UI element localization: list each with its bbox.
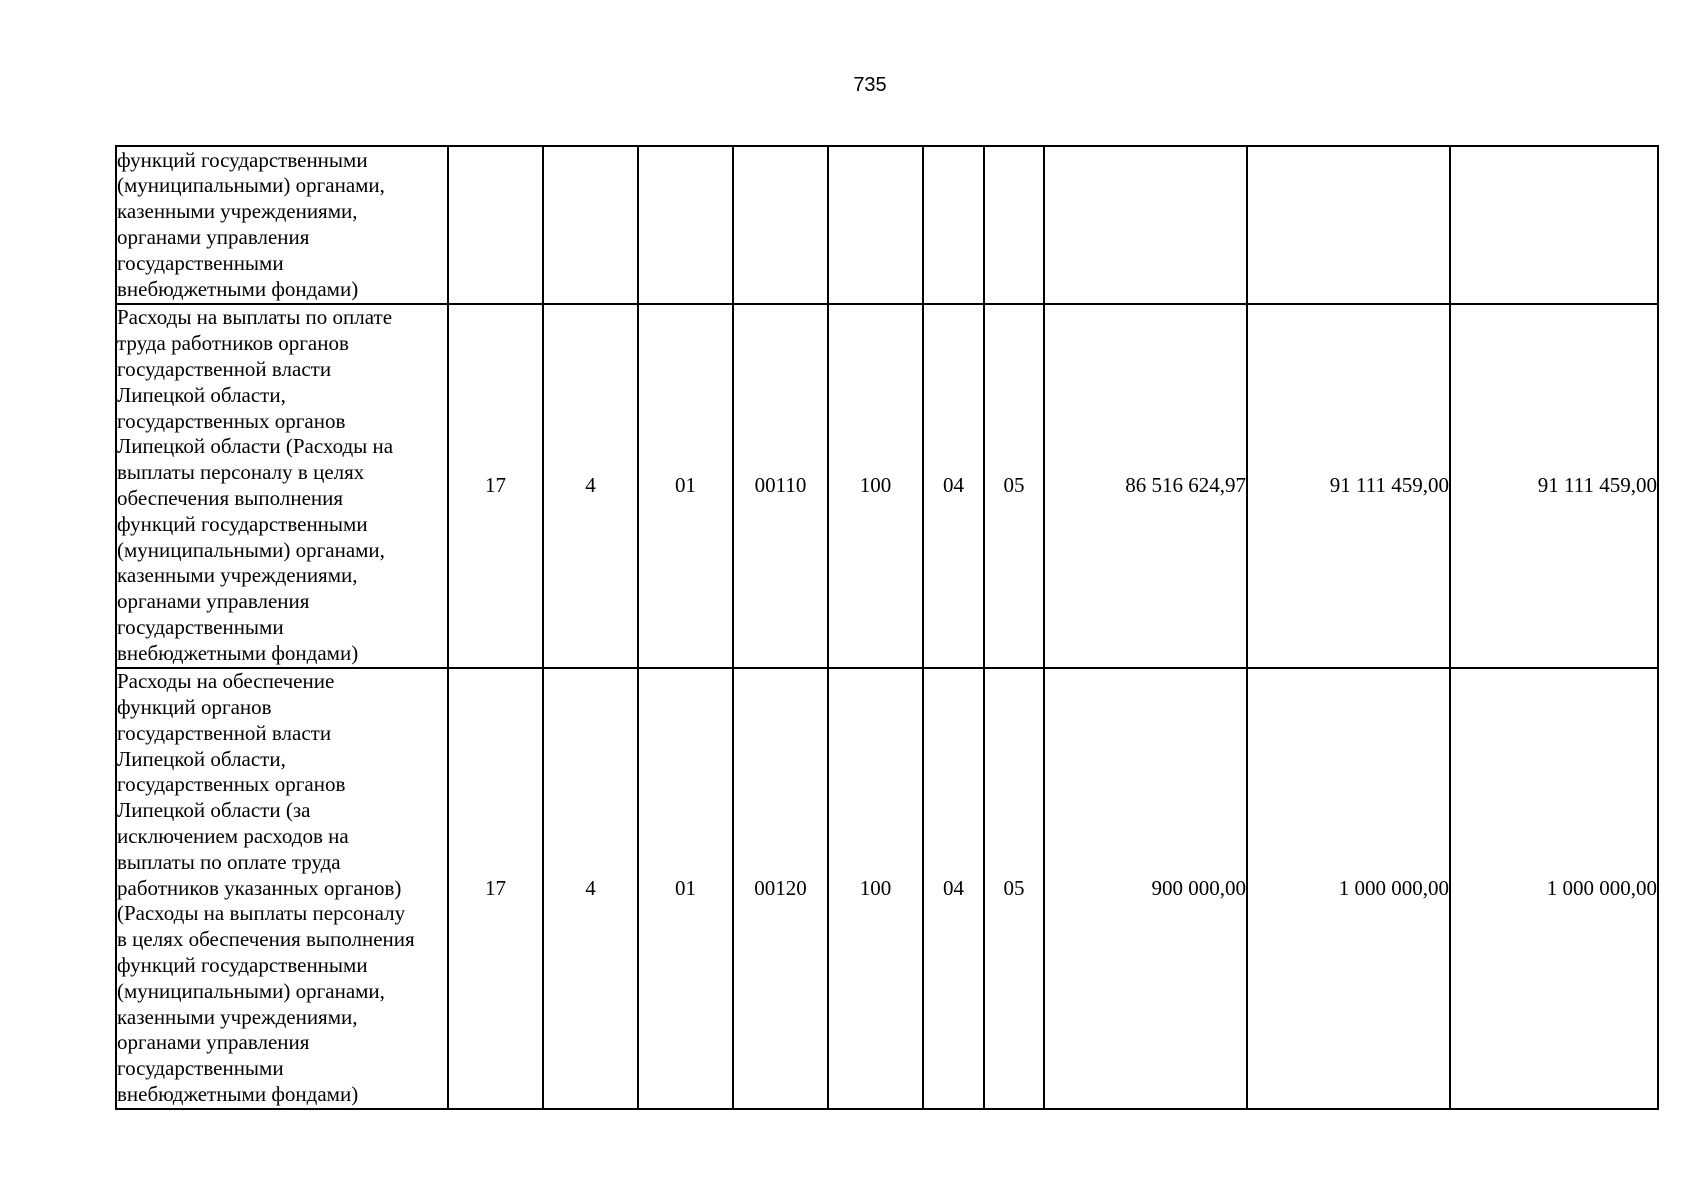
cell-subprogram-code	[543, 146, 638, 304]
table-body	[116, 146, 1658, 1109]
description-line: функций государственными	[117, 952, 368, 977]
cell-amount-year-1	[1044, 146, 1247, 304]
description-line: внебюджетными фондами)	[117, 276, 359, 301]
description-line: органами управления	[117, 1030, 310, 1055]
description-line: казенными учреждениями,	[117, 563, 358, 588]
description-line: внебюджетными фондами)	[117, 640, 359, 665]
cell-subprogram-code: 4	[543, 304, 638, 668]
cell-expense-type-code: 100	[828, 668, 923, 1109]
description-line: органами управления	[117, 589, 310, 614]
cell-gp-code: 17	[448, 668, 543, 1109]
description-line: казенными учреждениями,	[117, 1004, 358, 1029]
description-line: Липецкой области,	[117, 746, 286, 771]
cell-subsection-code: 05	[984, 304, 1044, 668]
description-line: обеспечения выполнения	[117, 486, 344, 510]
description-line: государственной власти	[117, 357, 332, 382]
description-line: выплаты персоналу в целях	[117, 460, 365, 485]
description-line: Расходы на обеспечение	[117, 669, 335, 694]
description-line: исключением расходов на	[117, 824, 349, 848]
description-line: Расходы на выплаты по оплате	[117, 305, 393, 330]
table-row	[116, 304, 1658, 668]
cell-amount-year-3: 91 111 459,00	[1450, 304, 1658, 668]
cell-amount-year-2	[1247, 146, 1450, 304]
description-line: Липецкой области (Расходы на	[117, 434, 394, 459]
budget-table	[115, 145, 1659, 1110]
description-line: государственными	[117, 614, 284, 639]
cell-main-activity-code: 01	[638, 304, 733, 668]
description-line: государственных органов	[117, 772, 346, 797]
table-row	[116, 146, 1658, 304]
description-line: казенными учреждениями,	[117, 199, 358, 224]
cell-subsection-code: 05	[984, 668, 1044, 1109]
cell-section-code: 04	[923, 668, 984, 1109]
cell-section-code	[923, 146, 984, 304]
description-line: (муниципальными) органами,	[117, 978, 385, 1003]
description-line: внебюджетными фондами)	[117, 1081, 359, 1106]
cell-main-activity-code: 01	[638, 668, 733, 1109]
table-row	[116, 668, 1658, 1109]
cell-amount-year-1: 86 516 624,97	[1044, 304, 1247, 668]
cell-expense-type-code	[828, 146, 923, 304]
row-description	[116, 146, 448, 304]
description-line: органами управления	[117, 225, 310, 249]
cell-direction-code: 00120	[733, 668, 828, 1109]
cell-amount-year-3	[1450, 146, 1658, 304]
description-line: (муниципальными) органами,	[117, 173, 385, 198]
description-line: (Расходы на выплаты персоналу	[117, 901, 406, 926]
cell-amount-year-3: 1 000 000,00	[1450, 668, 1658, 1109]
description-line: функций государственными	[117, 511, 368, 536]
description-line: в целях обеспечения выполнения	[117, 927, 415, 952]
description-line: государственными	[117, 1056, 284, 1081]
cell-direction-code: 00110	[733, 304, 828, 668]
description-line: (муниципальными) органами,	[117, 537, 385, 562]
row-description	[116, 304, 448, 668]
description-line: работников указанных органов)	[117, 875, 402, 900]
cell-expense-type-code: 100	[828, 304, 923, 668]
description-line: выплаты по оплате труда	[117, 849, 341, 874]
cell-section-code: 04	[923, 304, 984, 668]
description-line: функций государственными	[117, 147, 368, 172]
description-line: государственных органов	[117, 408, 346, 433]
cell-gp-code: 17	[448, 304, 543, 668]
row-description	[116, 668, 448, 1109]
cell-subprogram-code: 4	[543, 668, 638, 1109]
description-line: Липецкой области,	[117, 382, 286, 407]
cell-gp-code	[448, 146, 543, 304]
cell-amount-year-1: 900 000,00	[1044, 668, 1247, 1109]
description-line: Липецкой области (за	[117, 798, 311, 823]
page-number: 735	[853, 74, 887, 96]
cell-main-activity-code	[638, 146, 733, 304]
cell-amount-year-2: 91 111 459,00	[1247, 304, 1450, 668]
description-line: государственной власти	[117, 720, 332, 745]
cell-direction-code	[733, 146, 828, 304]
cell-subsection-code	[984, 146, 1044, 304]
cell-amount-year-2: 1 000 000,00	[1247, 668, 1450, 1109]
description-line: труда работников органов	[117, 331, 349, 356]
description-line: государственными	[117, 250, 284, 275]
description-line: функций органов	[117, 695, 272, 720]
